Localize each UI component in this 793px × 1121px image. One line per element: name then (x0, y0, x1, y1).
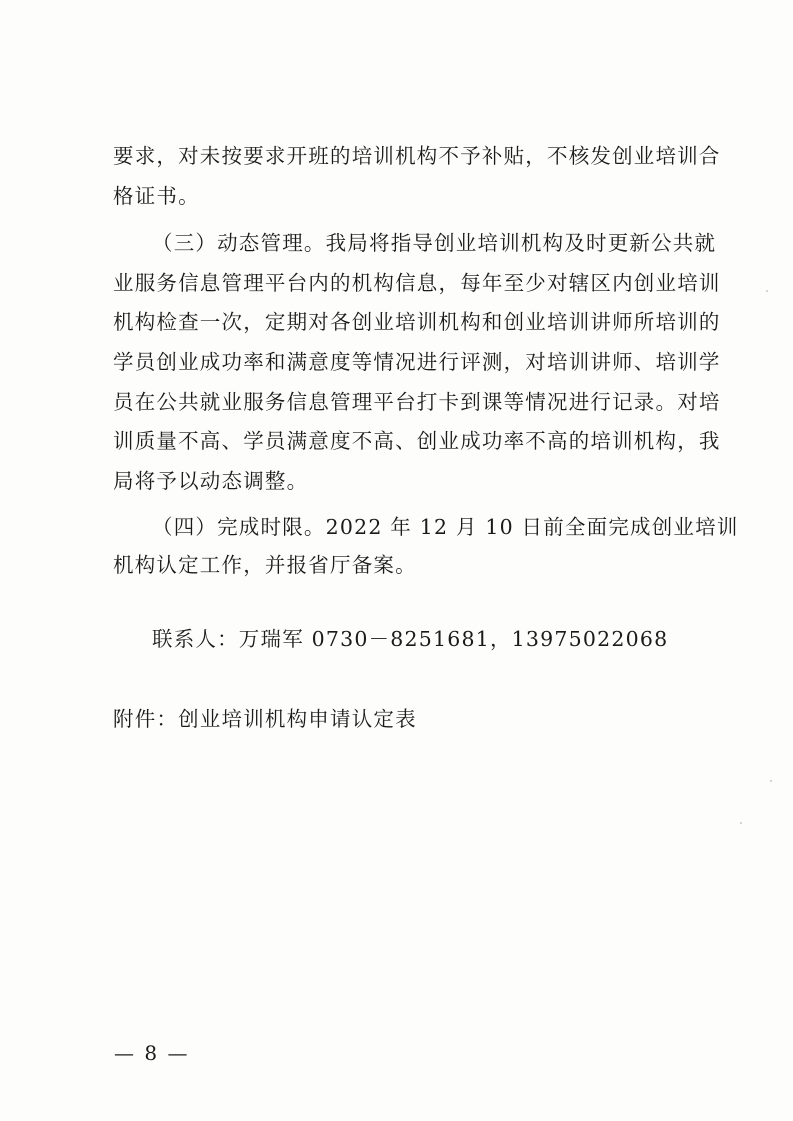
paragraph-line: 局将予以动态调整。 (113, 469, 309, 493)
paragraph-line: 机构检查一次，定期对各创业培训机构和创业培训讲师所培训的 (113, 310, 721, 334)
section-4-heading-line: （四）完成时限。2022 年 12 月 10 日前全面完成创业培训 (152, 515, 739, 539)
attachment-line: 附件：创业培训机构申请认定表 (113, 707, 417, 731)
paragraph-line: 要求，对未按要求开班的培训机构不予补贴，不核发创业培训合 (113, 144, 721, 168)
section-3-heading-line: （三）动态管理。我局将指导创业培训机构及时更新公共就 (152, 231, 717, 255)
paragraph-line: 学员创业成功率和满意度等情况进行评测，对培训讲师、培训学 (113, 350, 721, 374)
paragraph-line: 业服务信息管理平台内的机构信息，每年至少对辖区内创业培训 (113, 271, 721, 295)
paragraph-line: 训质量不高、学员满意度不高、创业成功率不高的培训机构，我 (113, 429, 721, 453)
paragraph-line: 机构认定工作，并报省厅备案。 (113, 553, 417, 577)
page-number: — 8 — (114, 1041, 190, 1065)
paragraph-line: 员在公共就业服务信息管理平台打卡到课等情况进行记录。对培 (113, 390, 721, 414)
contact-line: 联系人：万瑞军 0730－8251681，13975022068 (152, 627, 669, 651)
paragraph-line: 格证书。 (113, 184, 200, 208)
scan-speck (766, 290, 768, 292)
scan-speck (770, 780, 772, 782)
scan-speck (740, 822, 742, 824)
